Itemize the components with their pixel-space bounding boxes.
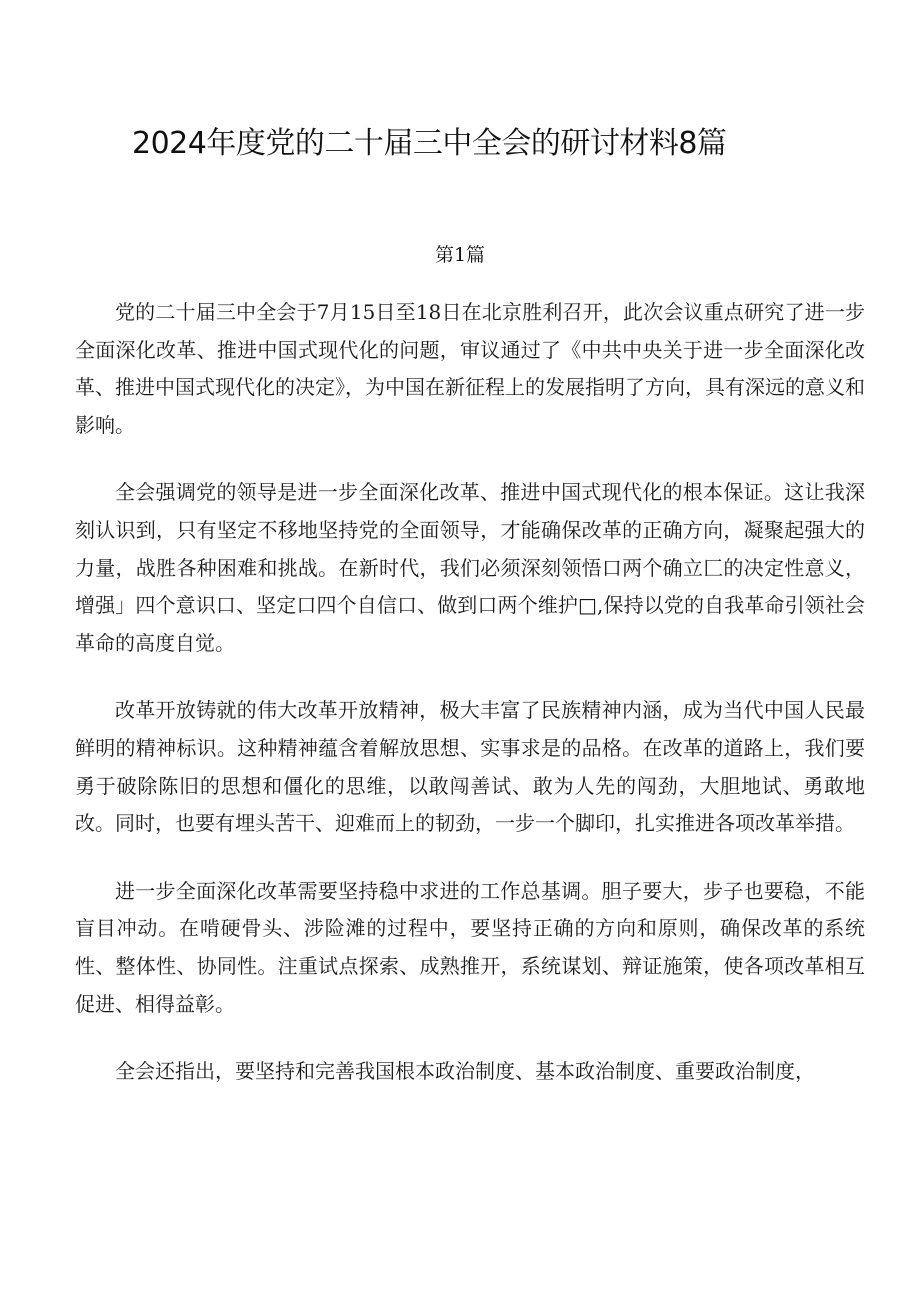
paragraph: 全会强调党的领导是进一步全面深化改革、推进中国式现代化的根本保证。这让我深刻认识到，只有坚定不移地坚持党的全面领导，才能确保改革的正确方向，凝聚起强大的力量，战胜各种困难和挑战。在新时代，我们必须深刻领悟口两个确立匚的决定性意义，增强」四个意识口、坚定口四个自信口、做到口两个维护□,保持以党的自我革命引领社会革命的高度自觉。	[75, 480, 865, 655]
document-body	[75, 294, 865, 1091]
paragraph: 改革开放铸就的伟大改革开放精神，极大丰富了民族精神内涵，成为当代中国人民最鲜明的精神标识。这种精神蕴含着解放思想、实事求是的品格。在改革的道路上，我们要勇于破除陈旧的思想和僵化的思维，以敢闯善试、敢为人先的闯劲，大胆地试、勇敢地改。同时，也要有埋头苦干、迎难而上的韧劲，一步一个脚印，扎实推进各项改革举措。	[75, 698, 865, 836]
section-heading: 第1篇	[434, 244, 486, 266]
paragraph: 党的二十届三中全会于7月15日至18日在北京胜利召开，此次会议重点研究了进一步全面深化改革、推进中国式现代化的问题，审议通过了《中共中央关于进一步全面深化改革、推进中国式现代化的决定》，为中国在新征程上的发展指明了方向，具有深远的意义和影响。	[75, 300, 865, 437]
paragraph: 全会还指出，要坚持和完善我国根本政治制度、基本政治制度、重要政治制度，	[115, 1059, 815, 1084]
document-title: 2024年度党的二十届三中全会的研讨材料8篇	[132, 126, 727, 161]
paragraph: 进一步全面深化改革需要坚持稳中求进的工作总基调。胆子要大，步子也要稳，不能盲目冲动。在啃硬骨头、涉险滩的过程中，要坚持正确的方向和原则，确保改革的系统性、整体性、协同性。注重试点探索、成熟推开，系统谋划、辩证施策，使各项改革相互促进、相得益彰。	[75, 878, 865, 1016]
